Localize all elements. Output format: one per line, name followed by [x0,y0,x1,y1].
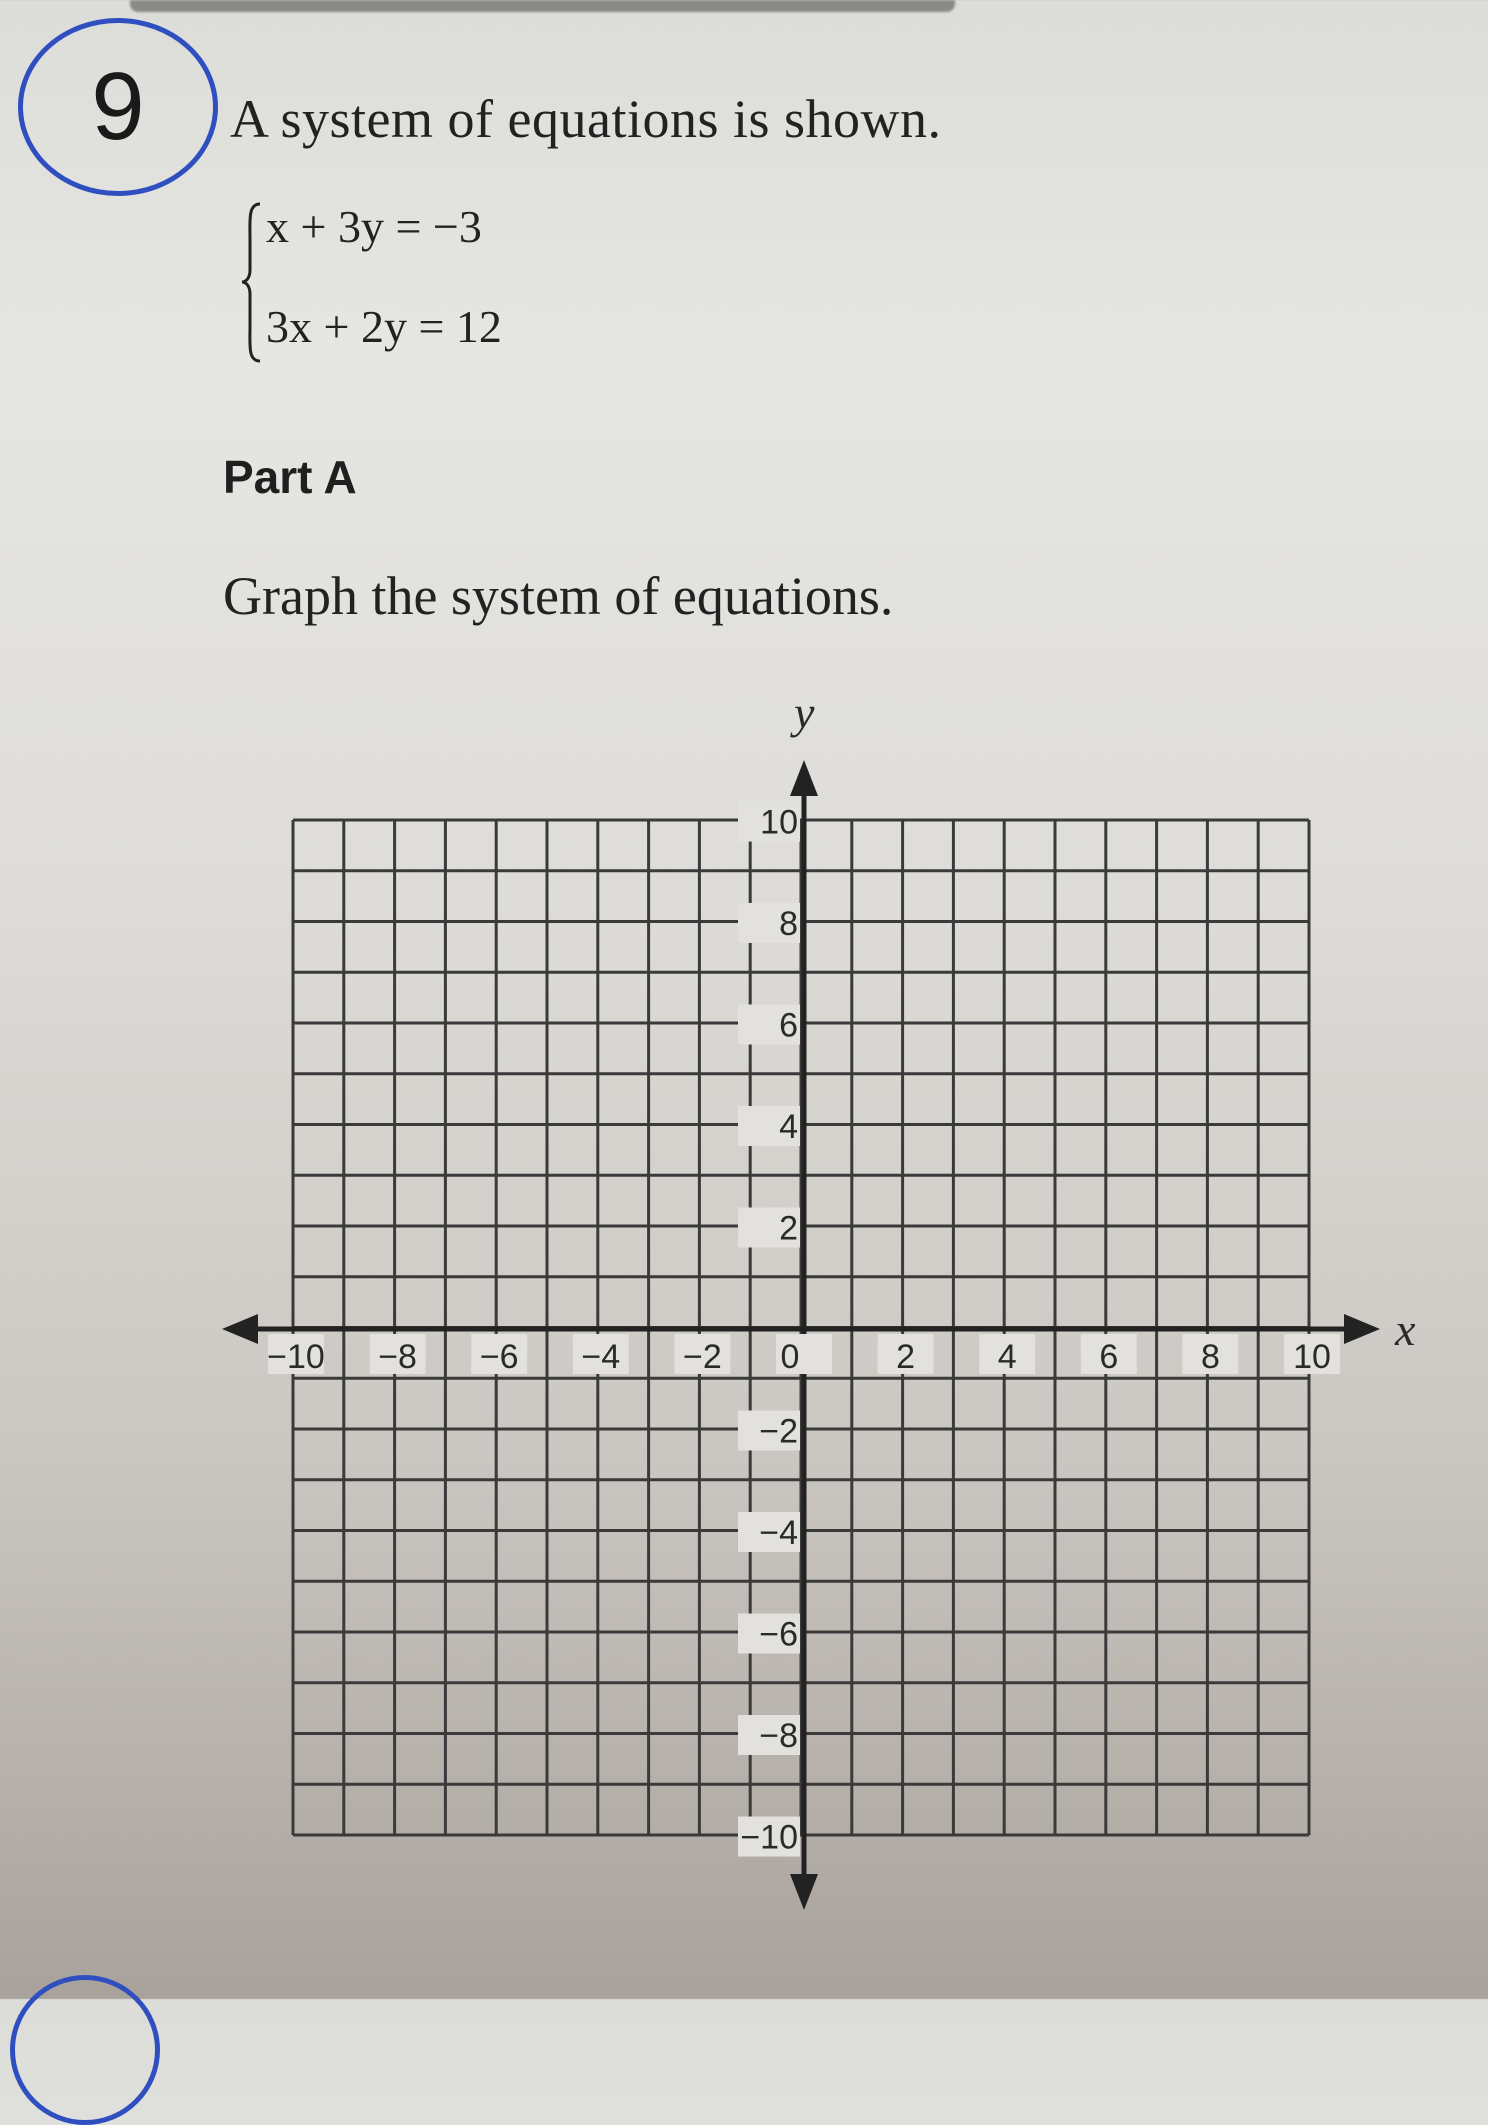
question-prompt: A system of equations is shown. [230,89,942,149]
equation-2: 3x + 2y = 12 [266,301,502,352]
x-tick-label: 0 [780,1338,800,1376]
x-tick-label: 4 [997,1338,1017,1376]
x-tick-label: −6 [479,1338,519,1376]
y-axis-up-arrow-icon [790,760,818,796]
x-tick-label: −8 [378,1338,417,1376]
y-tick-label: 2 [779,1209,798,1248]
y-tick-label: 10 [760,803,798,842]
x-tick-label: 8 [1200,1338,1220,1376]
y-axis-label: y [794,687,815,738]
x-tick-label: 2 [896,1338,916,1376]
y-tick-label: −4 [759,1514,798,1552]
x-axis-left-arrow-icon [222,1314,258,1344]
instruction-text: Graph the system of equations. [223,566,894,626]
part-label: Part A [223,451,357,503]
y-tick-label: −10 [740,1818,798,1857]
x-axis-label: x [1395,1304,1416,1355]
question-number: 9 [91,53,145,160]
y-axis-down-arrow-icon [790,1874,818,1910]
y-tick-label: 6 [779,1006,798,1045]
equation-1: x + 3y = −3 [266,201,482,252]
next-question-badge [10,1975,160,2125]
x-tick-labels [267,1334,1340,1376]
x-tick-label: 6 [1099,1338,1119,1376]
x-axis-right-arrow-icon [1344,1314,1380,1344]
x-tick-label: −10 [267,1338,325,1376]
y-tick-label: −2 [759,1412,798,1451]
y-tick-label: −8 [759,1717,798,1755]
x-tick-label: 10 [1293,1338,1331,1376]
y-tick-label: −6 [759,1615,798,1654]
y-tick-label: 4 [779,1108,798,1146]
x-tick-label: −2 [683,1338,722,1376]
y-tick-label: 8 [779,905,798,943]
x-tick-label: −4 [581,1338,621,1376]
